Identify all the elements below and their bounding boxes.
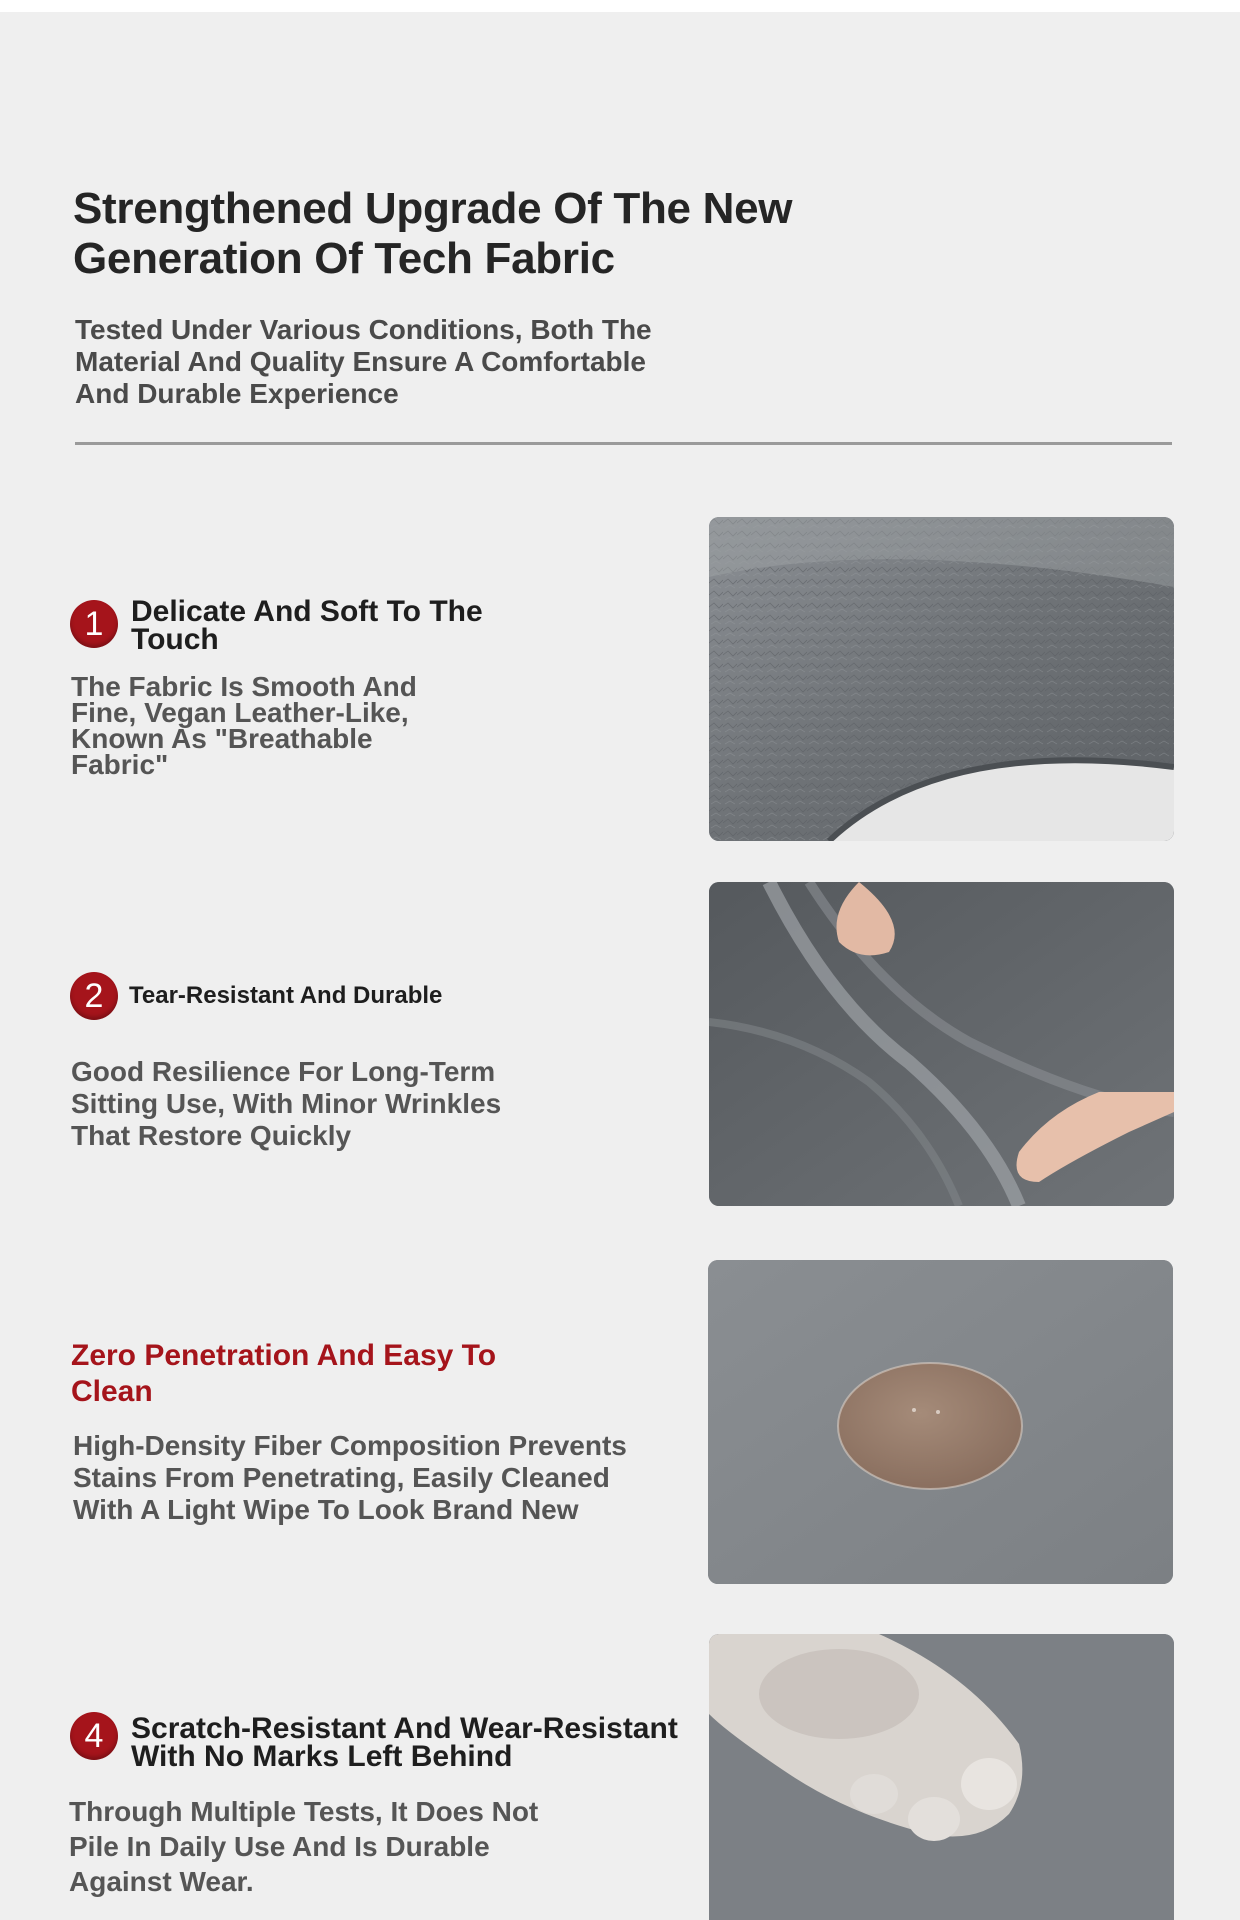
page-subtitle: Tested Under Various Conditions, Both The Material And Quality Ensure A Comfortable And Durable Experience <box>75 314 652 409</box>
feature-1-description: The Fabric Is Smooth And Fine, Vegan Leather-Like, Known As "Breathable Fabric" <box>71 671 417 780</box>
feature-2-description: Good Resilience For Long-Term Sitting Use, With Minor Wrinkles That Restore Quickly <box>71 1056 502 1151</box>
feature-3-title: Zero Penetration And Easy To Clean <box>71 1339 497 1408</box>
feature-4-number-badge: 4 <box>70 1712 118 1760</box>
feature-1-number-badge: 1 <box>70 600 118 648</box>
fabric-stretch-photo <box>709 882 1174 1206</box>
page-title: Strengthened Upgrade Of The New Generation Of Tech Fabric <box>73 184 793 283</box>
feature-panel <box>0 12 1240 1920</box>
feature-3-description: High-Density Fiber Composition Prevents Stains From Penetrating, Easily Cleaned With A Light Wipe To Look Brand New <box>73 1430 627 1525</box>
liquid-drop-photo <box>708 1260 1173 1584</box>
feature-1-title: Delicate And Soft To The Touch <box>131 595 483 656</box>
feature-4-title: Scratch-Resistant And Wear-Resistant With No Marks Left Behind <box>131 1712 678 1773</box>
feature-4-description: Through Multiple Tests, It Does Not Pile In Daily Use And Is Durable Against Wear. <box>69 1796 539 1897</box>
feature-2-title: Tear-Resistant And Durable <box>129 982 443 1009</box>
leather-texture-photo <box>709 517 1174 841</box>
divider <box>75 442 1172 445</box>
cat-paw-photo <box>709 1634 1174 1920</box>
feature-2-number-badge: 2 <box>70 972 118 1020</box>
